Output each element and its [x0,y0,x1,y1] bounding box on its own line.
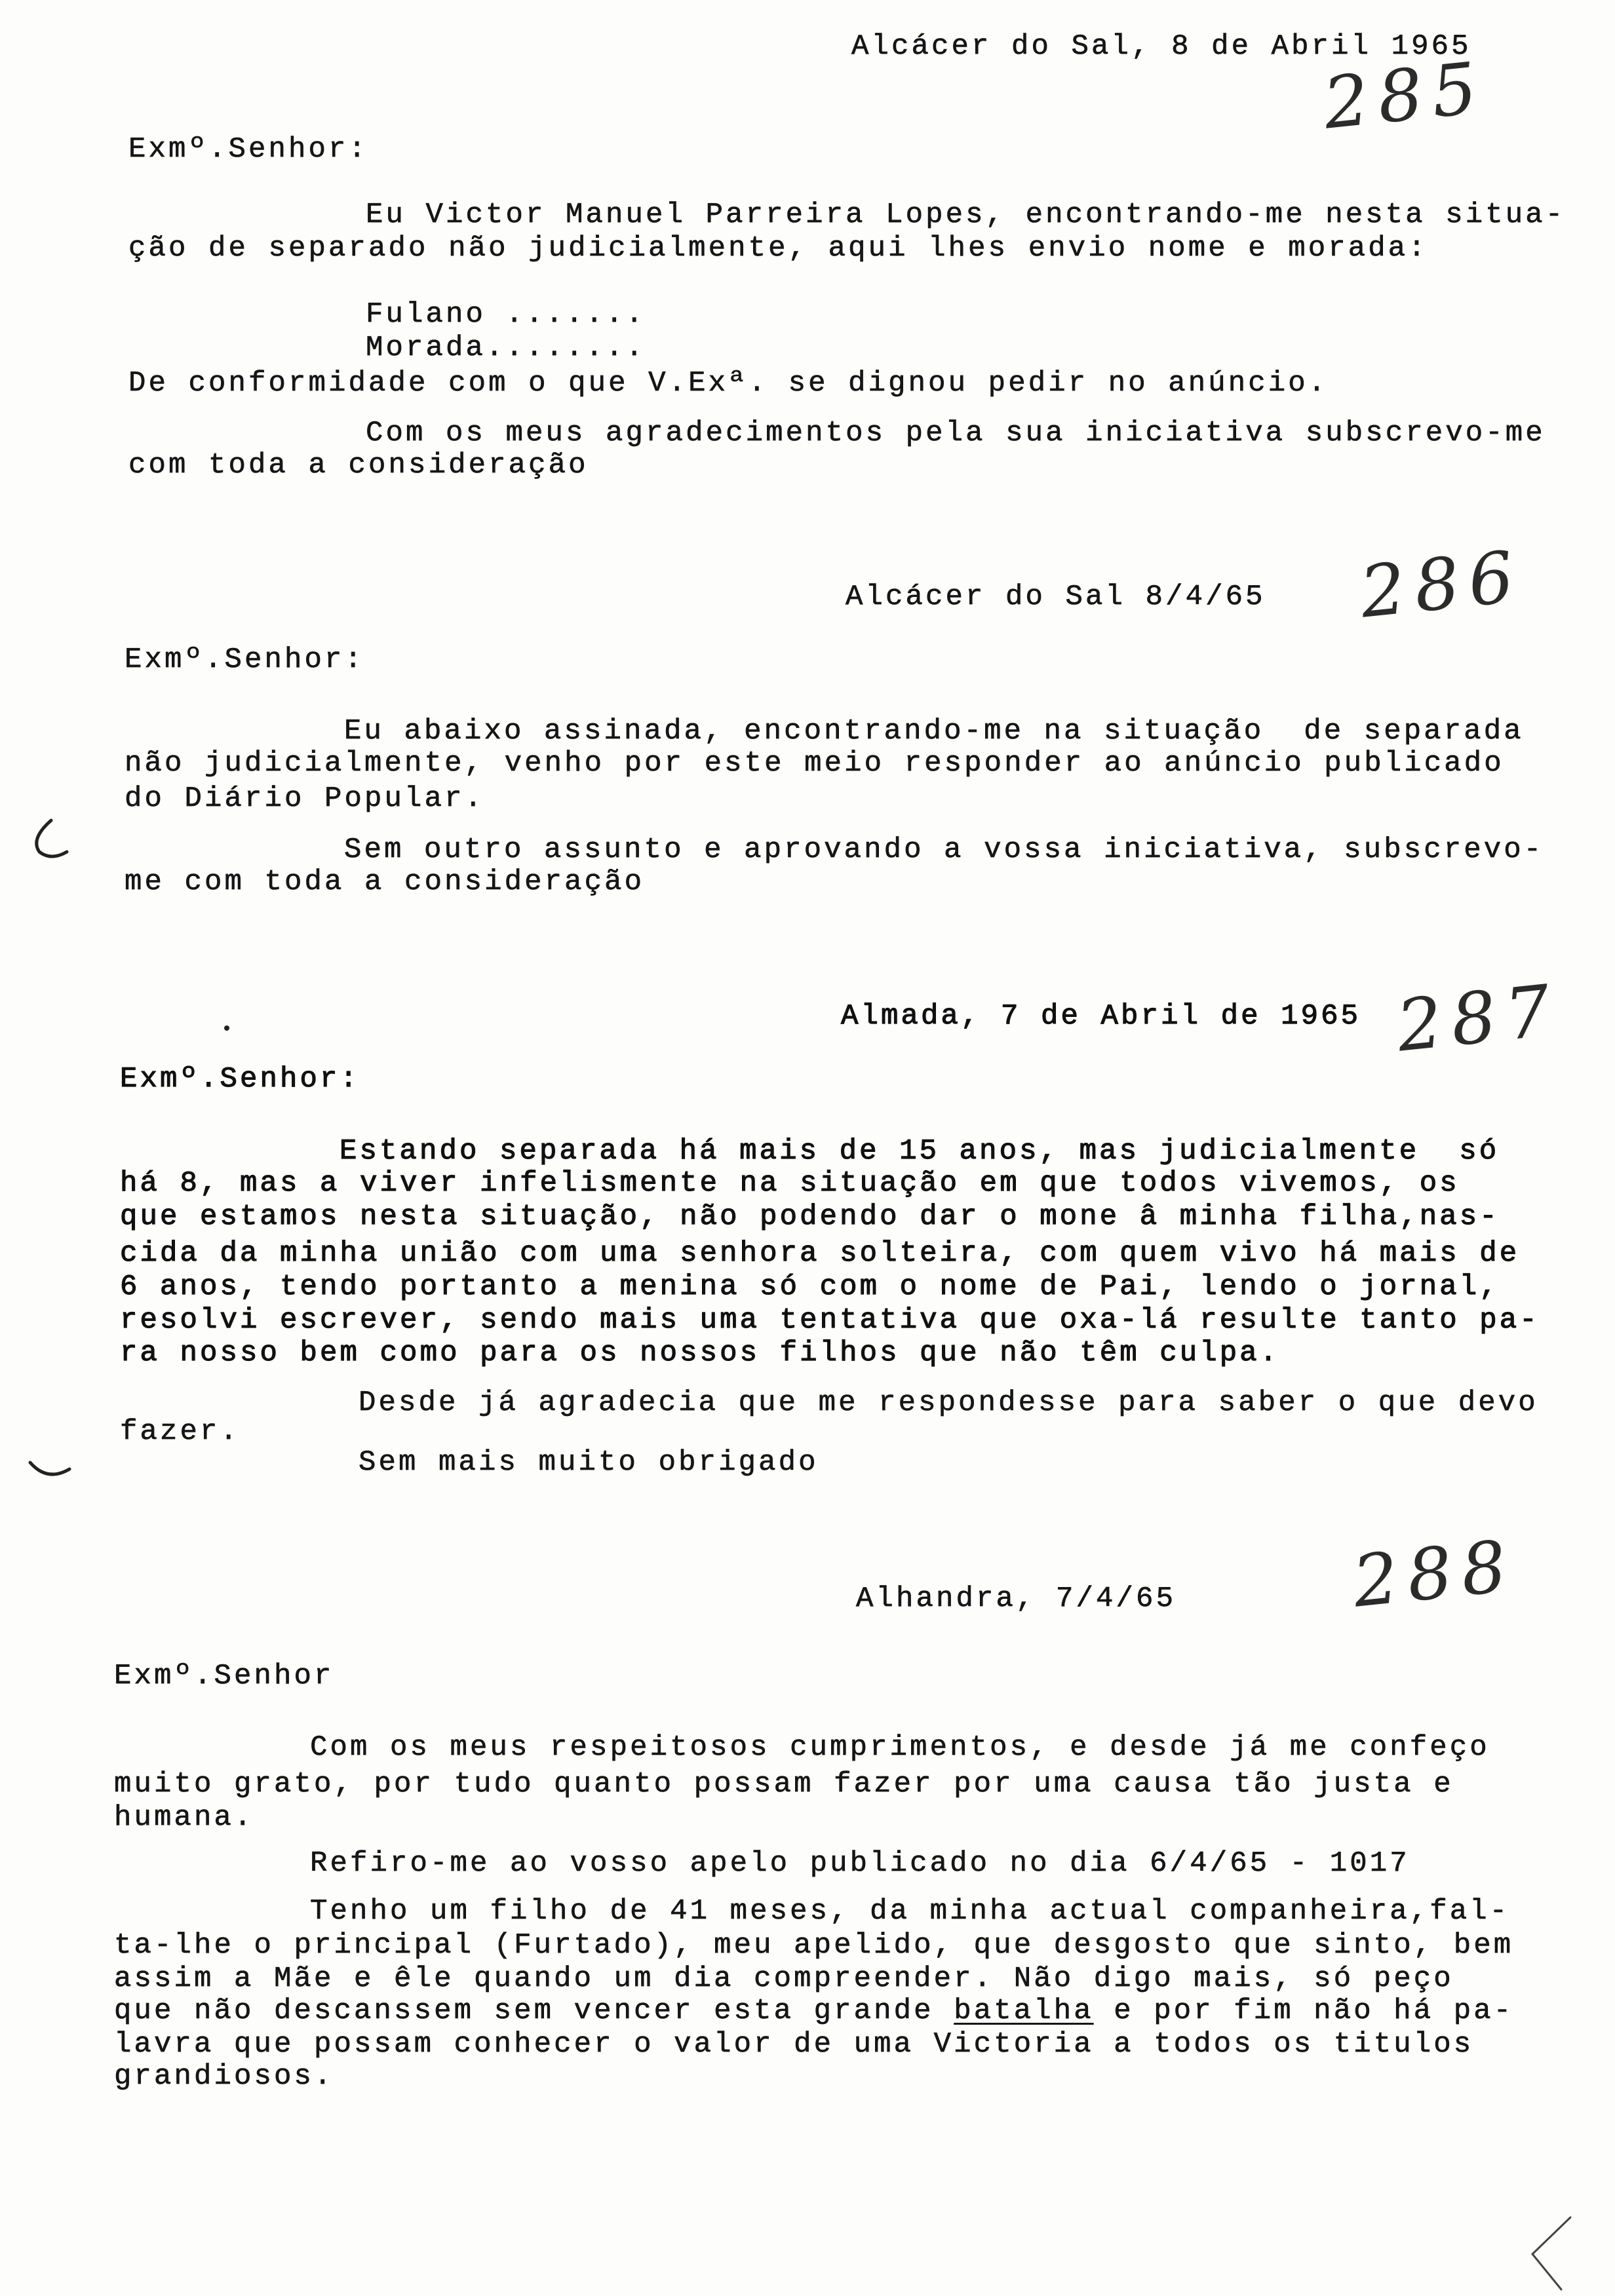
letter-3-date: Almada, 7 de Abril de 1965 [841,1000,1361,1033]
letter-3-body-line: 6 anos, tendo portanto a menina só com o nome de Pai, lendo o jornal, [120,1271,1500,1303]
letter-1-body-line: Eu Victor Manuel Parreira Lopes, encontrando-me nesta situa- [366,199,1566,231]
letter-2-body-line: do Diário Popular. [125,782,485,815]
letter-4-body-line: humana. [114,1801,254,1834]
letter-3-body-line: cida da minha união com uma senhora solteira, com quem vivo há mais de [120,1237,1520,1270]
letter-3-body-line: ra nosso bem como para os nossos filhos que não têm culpa. [120,1337,1280,1369]
letter-3-body-line: Desde já agradecia que me respondesse para saber o que devo [359,1387,1538,1419]
letter-1-handwritten-folio-number: 285 [1319,47,1490,145]
letter-3-body-line: resolvi escrever, sendo mais uma tentativa que oxa-lá resulte tanto pa- [120,1304,1540,1337]
letter-3-handwritten-folio-number: 287 [1393,969,1564,1068]
letter-1-body-line: ção de separado não judicialmente, aqui lhes envio nome e morada: [128,232,1428,265]
underlined-word: batalha [954,1995,1094,2027]
letter-2-date: Alcácer do Sal 8/4/65 [846,581,1266,613]
letter-1-name-placeholder: Fulano ....... [366,298,646,331]
letter-1-closing-line: com toda a consideração [128,449,589,482]
letter-4-body-line: grandiosos. [114,2060,334,2093]
letter-3-salutation: Exmº.Senhor: [120,1063,360,1096]
letter-1-address-placeholder: Morada........ [366,332,646,364]
letter-4-body-line: ta-lhe o principal (Furtado), meu apelido, que desgosto que sinto, bem [114,1929,1514,1962]
letter-4-handwritten-folio-number: 288 [1349,1525,1520,1624]
letter-4-body-line: Tenho um filho de 41 meses, da minha actual companheira,fal- [310,1895,1510,1928]
letter-1-body-line: Com os meus agradecimentos pela sua iniciativa subscrevo-me [366,417,1546,450]
letter-4-body-line: Com os meus respeitosos cumprimentos, e desde já me confeço [310,1731,1490,1764]
text-segment: e por fim não há pa- [1093,1995,1514,2027]
letter-3-body-line: que estamos nesta situação, não podendo dar o mone â minha filha,nas- [120,1200,1500,1233]
speck-mark [224,1025,229,1031]
letter-2-salutation: Exmº.Senhor: [125,643,365,676]
letter-1-body-line: De conformidade com o que V.Exª. se dignou pedir no anúncio. [128,367,1329,400]
page-corner-mark [1532,2217,1570,2289]
letter-1-salutation: Exmº.Senhor: [128,133,369,166]
letter-4-date: Alhandra, 7/4/65 [856,1582,1177,1615]
letter-4-body-line: assim a Mãe e êle quando um dia compreender. Não digo mais, só peço [114,1962,1454,1995]
letter-2-body-line: não judicialmente, venho por este meio responder ao anúncio publicado [125,747,1504,780]
letter-4-body-line: muito grato, por tudo quanto possam fazer por uma causa tão justa e [114,1768,1454,1801]
letter-3-body-line: há 8, mas a viver infelismente na situação em que todos vivemos, os [120,1167,1460,1200]
letter-2-body-line: Eu abaixo assinada, encontrando-me na situação de separada [344,715,1524,748]
letter-4-salutation: Exmº.Senhor [114,1660,334,1693]
punch-hole-edge-mark [30,1463,69,1474]
letter-1-date: Alcácer do Sal, 8 de Abril 1965 [851,30,1471,63]
punch-hole-edge-mark [37,820,67,856]
letter-4-body-line: Refiro-me ao vosso apelo publicado no dia 6/4/65 - 1017 [310,1847,1410,1880]
letter-3-body-line: Estando separada há mais de 15 anos, mas judicialmente só [340,1135,1500,1168]
letter-2-handwritten-folio-number: 286 [1356,535,1527,634]
letter-2-closing-line: me com toda a consideração [125,866,645,898]
letter-2-body-line: Sem outro assunto e aprovando a vossa iniciativa, subscrevo- [344,833,1544,866]
letter-3-closing-line: Sem mais muito obrigado [359,1446,819,1479]
letter-3-body-line: fazer. [120,1415,241,1448]
text-segment: que não descanssem sem vencer esta grande [114,1995,954,2027]
letter-4-body-line: lavra que possam conhecer o valor de uma Victoria a todos os titulos [114,2028,1474,2061]
letter-4-body-line-with-underline [114,1995,1513,2027]
